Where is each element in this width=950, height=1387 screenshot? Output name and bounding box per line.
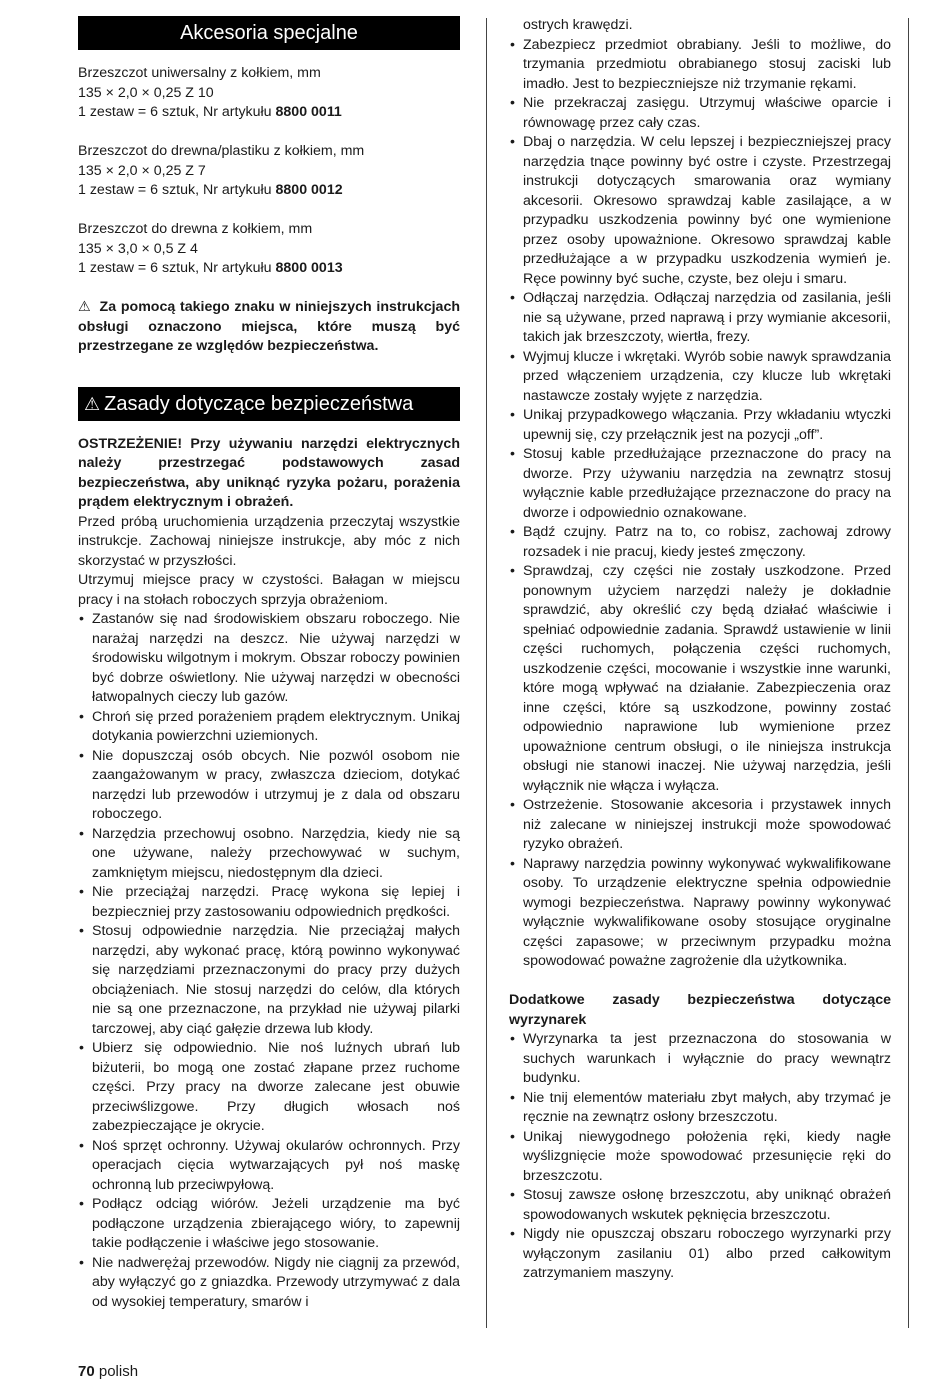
language-label: polish [98, 1363, 139, 1380]
safety-paragraph: Utrzymuj miejsce pracy w czystości. Bałagan w miejscu pracy i na stołach roboczych sprzyja obrażeniom. [78, 572, 460, 608]
list-item: • Sprawdzaj, czy części nie zostały uszkodzone. Przed ponownym użyciem narzędzi należy je dokładnie sprawdzić, aby określić czy będą działać właściwie i spełniać odpowiednie zadania. Sprawdź ustawienie w linii części ruchomych, połączenia części ruchomych, uszkodzenie części, mocowanie i wszystkie inne warunki, które mogą wpływać na działanie. Zabezpieczenia oraz inne części, które są uszkodzone, powinny zostać odpowiednio naprawione lub wymienione przez upoważnione centrum obsługi, o ile niniejsza instrukcja obsługi nie stanowi inaczej. Nie używaj narzędzia, jeśli wyłącznik nie włącza i wyłącza. [509, 562, 891, 796]
list-item: • Ostrzeżenie. Stosowanie akcesoria i przystawek innych niż zalecane w niniejszej instrukcji może spowodować ryzyko obrażeń. [509, 796, 891, 855]
list-item: • Naprawy narzędzia powinny wykonywać wykwalifikowane osoby. To urządzenie elektryczne spełnia odpowiednie wymogi bezpieczeństwa. Naprawy powinny wykonywać wyłącznie wykwalifikowane osoby stosujące oryginalne części zapasowe; w przeciwnym przypadku można spowodować poważne zagrożenie dla użytkownika. [509, 855, 891, 972]
right-margin-rule [908, 18, 909, 1328]
accessory-item [78, 64, 460, 123]
accessory-set: 1 zestaw = 6 sztuk, Nr artykułu 8800 0013 [78, 260, 343, 276]
accessory-set: 1 zestaw = 6 sztuk, Nr artykułu 8800 0012 [78, 182, 343, 198]
right-column [509, 16, 891, 1284]
warning-triangle-icon: ⚠ [84, 393, 101, 414]
list-item: • Nie przekraczaj zasięgu. Utrzymuj właściwe oparcie i równowagę przez cały czas. [509, 94, 891, 133]
list-item: • Narzędzia przechowuj osobno. Narzędzia, kiedy nie są one używane, należy przechowywać w suchym, zamkniętym miejscu, niedostępnym dla dzieci. [78, 825, 460, 884]
page-footer [78, 1362, 138, 1382]
safety-heading: ⚠ Zasady dotyczące bezpieczeństwa [78, 387, 460, 421]
list-item: • Nie tnij elementów materiału zbyt małych, aby trzymać je ręcznie na zewnątrz osłony brzeszczotu. [509, 1089, 891, 1128]
left-column [78, 16, 460, 1312]
list-item: • Dbaj o narzędzia. W celu lepszej i bezpieczniejszej pracy narzędzia tnące powinny być ostre i czyste. Przestrzegaj instrukcji dotyczących smarowania oraz wymiany akcesorii. Okresowo sprawdzaj kable zasilające, a w przypadku uszkodzenia powinny być one wymienione przez osoby upoważnione. Okresowo sprawdzaj kable przedłużające a w przypadku uszkodzenia wymień je. Ręce powinny być suche, czyste, bez oleju i smaru. [509, 133, 891, 289]
accessory-name: Brzeszczot uniwersalny z kołkiem, mm [78, 65, 321, 81]
accessory-name: Brzeszczot do drewna/plastiku z kołkiem, mm [78, 143, 365, 159]
safety-paragraph: Przed próbą uruchomienia urządzenia przeczytaj wszystkie instrukcje. Zachowaj niniejsze instrukcje, aby móc z nich skorzystać w przyszłości. [78, 513, 460, 569]
list-item: • Wyjmuj klucze i wkrętaki. Wyrób sobie nawyk sprawdzania przed włączeniem urządzenia, czy klucze lub wkrętaki nastawcze zostały wyjęte z narzędzia. [509, 348, 891, 407]
article-number: 8800 0011 [275, 104, 342, 120]
safety-warning-intro: OSTRZEŻENIE! Przy używaniu narzędzi elektrycznych należy przestrzegać podstawowych zasad bezpieczeństwa, aby uniknąć ryzyka pożaru, porażenia prądem elektrycznym i obrażeń. [78, 435, 460, 510]
list-item: • Stosuj kable przedłużające przeznaczone do pracy na dworze. Przy używaniu narzędzia na zewnątrz stosuj wyłącznie kable przedłużające przeznaczone do pracy na dworze i odpowiednio oznakowane. [509, 445, 891, 523]
list-item: • Odłączaj narzędzia. Odłączaj narzędzia od zasilania, jeśli nie są używane, przed naprawą i przy wymianie akcesorii, takich jak brzeszczoty, wiertła, frezy. [509, 289, 891, 348]
list-item: ostrych krawędzi. [523, 17, 633, 33]
list-item: • Stosuj odpowiednie narzędzia. Nie przeciążaj małych narzędzi, aby wykonać pracę, którą powinno wykonywać się narzędziami przeznaczonymi do pracy przy dużych obciążeniach. Nie stosuj narzędzi do celów, dla których nie są one przeznaczone, na przykład nie używaj pilarki tarczowej, aby ciąć gałęzie drzewa lub kłody. [78, 922, 460, 1039]
jigsaw-safety-heading: Dodatkowe zasady bezpieczeństwa dotyczące wyrzynarek [509, 992, 891, 1028]
accessory-spec: 135 × 2,0 × 0,25 Z 10 [78, 84, 214, 101]
warning-triangle-icon: ⚠ [78, 299, 92, 315]
list-item: • Nie nadwerężaj przewodów. Nigdy nie ciągnij za przewód, aby wyłączyć go z gniazdka. Przewody utrzymywać z dala od wysokiej temperatury, smarów i [78, 1254, 460, 1313]
list-item: • Unikaj niewygodnego położenia ręki, kiedy nagłe wyślizgnięcie może spowodować przesunięcie ręki do brzeszczotu. [509, 1128, 891, 1187]
list-item: • Nie dopuszczaj osób obcych. Nie pozwól osobom nie zaangażowanym w pracy, zwłaszcza dzieciom, dotykać narzędzi lub przewodów i utrzymuj je z dala od obszaru roboczego. [78, 747, 460, 825]
page-number: 70 [78, 1363, 95, 1380]
list-item: • Podłącz odciąg wiórów. Jeżeli urządzenie ma być podłączone urządzenia zbierającego wióry, to zapewnij takie podłączenie i właściwe jego stosowanie. [78, 1195, 460, 1254]
list-item: • Bądź czujny. Patrz na to, co robisz, zachowaj zdrowy rozsadek i nie pracuj, kiedy jesteś zmęczony. [509, 523, 891, 562]
accessory-spec: 135 × 2,0 × 0,25 Z 7 [78, 162, 206, 179]
safety-list [78, 610, 460, 1312]
list-item: • Wyrzynarka ta jest przeznaczona do stosowania w suchych warunkach i wyłącznie do pracy wewnątrz budynku. [509, 1030, 891, 1089]
list-item: • Chroń się przed porażeniem prądem elektrycznym. Unikaj dotykania powierzchni uziemionych. [78, 708, 460, 747]
safety-list-continued [509, 16, 891, 972]
list-item: • Ubierz się odpowiednio. Nie noś luźnych ubrań lub biżuterii, bo mogą one zostać złapane przez ruchome części. Przy pracy na dworze zalecane jest obuwie przeciwślizgowe. Przy długich włosach noś zabezpieczające je okrycie. [78, 1039, 460, 1137]
article-number: 8800 0012 [275, 182, 343, 198]
accessory-spec: 135 × 3,0 × 0,5 Z 4 [78, 240, 198, 257]
list-item: • Nie przeciążaj narzędzi. Pracę wykona się lepiej i bezpieczniej przy zastosowaniu odpowiednich prędkości. [78, 883, 460, 922]
list-item: • Stosuj zawsze osłonę brzeszczotu, aby uniknąć obrażeń spowodowanych wskutek pęknięcia brzeszczotu. [509, 1186, 891, 1225]
list-item: • Noś sprzęt ochronny. Używaj okularów ochronnych. Przy operacjach cięcia wytwarzających pył noś maskę ochronną lub przeciwpyłową. [78, 1137, 460, 1196]
column-divider [486, 18, 487, 1328]
safety-symbol-note: ⚠ Za pomocą takiego znaku w niniejszych instrukcjach obsługi oznaczono miejsca, które muszą być przestrzegane ze względów bezpieczeństwa. [78, 299, 460, 354]
jigsaw-safety-list [509, 1030, 891, 1284]
list-item: • Zastanów się nad środowiskiem obszaru roboczego. Nie narażaj narzędzi na deszcz. Nie używaj narzędzi w środowisku wilgotnym i mokrym. Obszar roboczy powinien być dobrze oświetlony. Nie używaj narzędzi w obecności łatwopalnych cieczy lub gazów. [78, 610, 460, 708]
accessory-item [78, 220, 460, 279]
list-item: • Nigdy nie opuszczaj obszaru roboczego wyrzynarki przy wyłączonym zasilaniu 01) albo przed całkowitym zatrzymaniem maszyny. [509, 1225, 891, 1284]
list-item: • Unikaj przypadkowego włączania. Przy wkładaniu wtyczki upewnij się, czy przełącznik jest na pozycji „off”. [509, 406, 891, 445]
accessory-set: 1 zestaw = 6 sztuk, Nr artykułu 8800 0011 [78, 104, 342, 120]
accessory-name: Brzeszczot do drewna z kołkiem, mm [78, 221, 313, 237]
list-item: • Zabezpiecz przedmiot obrabiany. Jeśli to możliwe, do trzymania przedmiotu obrabianego stosuj zaciski lub imadło. Jest to bezpieczniejsze niż trzymanie rękami. [509, 36, 891, 95]
article-number: 8800 0013 [275, 260, 343, 276]
accessory-item [78, 142, 460, 201]
accessories-heading: Akcesoria specjalne [78, 16, 460, 50]
